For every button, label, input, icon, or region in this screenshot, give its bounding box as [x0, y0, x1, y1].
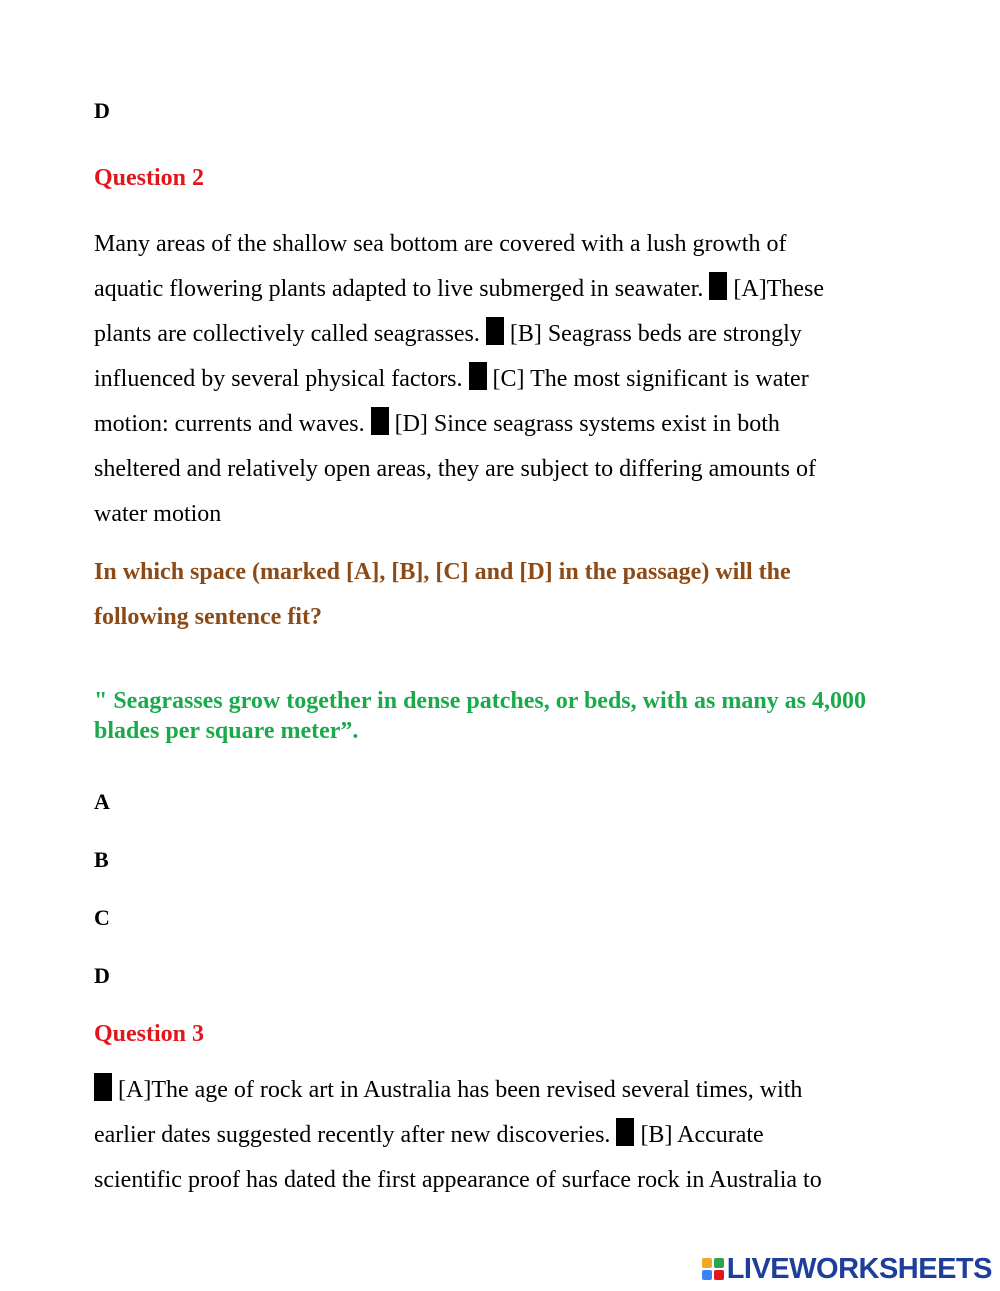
- insertion-marker-d[interactable]: [371, 407, 389, 435]
- insertion-marker-c[interactable]: [469, 362, 487, 390]
- logo-blocks-icon: [702, 1258, 724, 1280]
- logo-block: [714, 1270, 724, 1280]
- question-3-passage: [94, 1068, 894, 1203]
- liveworksheets-logo: [702, 1251, 992, 1287]
- passage-line: water motion: [94, 501, 222, 527]
- question-2-prompt: In which space (marked [A], [B], [C] and [D] in the passage) will the following sentence fit?: [94, 559, 791, 630]
- logo-block: [714, 1258, 724, 1268]
- passage-line: sheltered and relatively open areas, they are subject to differing amounts of: [94, 456, 816, 482]
- option-d[interactable]: D: [94, 963, 110, 988]
- logo-text: LIVEWORKSHEETS: [726, 1252, 992, 1285]
- passage-line: plants are collectively called seagrasses. [B] Seagrass beds are strongly: [94, 312, 894, 357]
- question-2-sentence: " Seagrasses grow together in dense patches, or beds, with as many as 4,000 blades per square meter”.: [94, 688, 867, 744]
- passage-line: motion: currents and waves. [D] Since seagrass systems exist in both: [94, 402, 894, 447]
- logo-block: [702, 1258, 712, 1268]
- insertion-marker-a[interactable]: [94, 1073, 112, 1101]
- question-2-passage: [94, 222, 894, 537]
- option-b[interactable]: B: [94, 847, 109, 872]
- passage-line: aquatic flowering plants adapted to live submerged in seawater. [A]These: [94, 267, 894, 312]
- option-d-previous[interactable]: D: [94, 98, 110, 123]
- passage-line: earlier dates suggested recently after new discoveries. [B] Accurate: [94, 1113, 894, 1158]
- option-c[interactable]: C: [94, 905, 110, 930]
- insertion-marker-b[interactable]: [486, 317, 504, 345]
- question-2-title: Question 2: [94, 165, 205, 191]
- insertion-marker-b[interactable]: [616, 1118, 634, 1146]
- insertion-marker-a[interactable]: [709, 272, 727, 300]
- logo-block: [702, 1270, 712, 1280]
- passage-line: Many areas of the shallow sea bottom are covered with a lush growth of: [94, 231, 787, 257]
- question-3-title: Question 3: [94, 1021, 205, 1047]
- option-a[interactable]: A: [94, 789, 110, 814]
- passage-line: influenced by several physical factors. [C] The most significant is water: [94, 357, 894, 402]
- passage-line: scientific proof has dated the first appearance of surface rock in Australia to: [94, 1167, 822, 1193]
- passage-line: [A]The age of rock art in Australia has been revised several times, with: [94, 1068, 894, 1113]
